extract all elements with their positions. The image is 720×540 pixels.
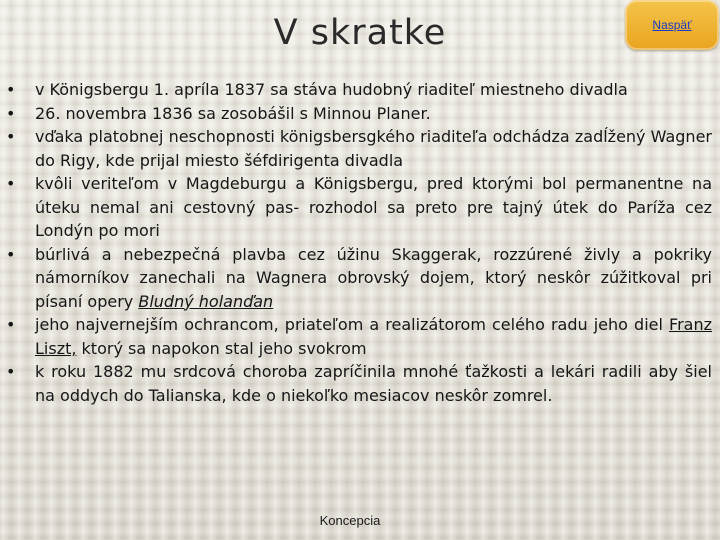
bullet-dot: • — [6, 103, 16, 123]
bullet-list — [0, 78, 712, 407]
bullet-dot: • — [6, 80, 16, 99]
list-item — [0, 125, 712, 172]
bullet-dot: • — [6, 315, 16, 334]
bullet-text: vďaka platobnej neschopnosti königsbersgkého riaditeľa odchádza zadĺžený Wagner do Rigy, kde prijal miesto šéfdirigenta divadla — [35, 127, 712, 170]
bullet-dot: • — [6, 362, 16, 381]
bullet-text-after: ktorý sa napokon stal jeho svokrom — [76, 338, 367, 358]
bullet-text: k roku 1882 mu srdcová choroba zapríčinila mnohé ťažkosti a lekári radili aby šiel na oddych do Talianska, kde o niekoľko mesiacov neskôr zomrel. — [35, 362, 712, 405]
list-item — [0, 102, 712, 126]
bullet-text: kvôli veriteľom v Magdeburgu a Königsbergu, pred ktorými bol permanentne na úteku nemal ani cestovný pas- rozhodol sa preto pre tajný útek do Paríža cez Londýn po mori — [35, 174, 712, 240]
koncepcia-link[interactable]: Koncepcia — [319, 513, 381, 528]
bullet-dot: • — [6, 127, 16, 146]
bullet-text: búrlivá a nebezpečná plavba cez úžinu Skaggerak, rozzúrené živly a pokriky námorníkov zanechali na Wagnera obrovský dojem, ktorý neskôr zúžitkoval pri písaní opery — [35, 244, 712, 311]
page-title: V skratke — [273, 13, 447, 53]
list-item — [0, 243, 712, 314]
bullet-dot: • — [6, 244, 16, 264]
list-item — [0, 360, 712, 407]
back-button-label[interactable]: Naspäť — [652, 18, 692, 32]
back-button[interactable] — [625, 0, 719, 50]
bullet-text: 26. novembra 1836 sa zosobášil s Minnou Planer. — [35, 103, 431, 123]
liszt-link[interactable]: Franz Liszt, — [35, 315, 712, 358]
bullet-text: v Königsbergu 1. apríla 1837 sa stáva hudobný riaditeľ miestneho divadla — [35, 80, 628, 99]
list-item — [0, 78, 712, 102]
list-item — [0, 313, 712, 360]
bullet-dot: • — [6, 174, 16, 193]
list-item — [0, 172, 712, 243]
opera-link[interactable]: Bludný holanďan — [138, 291, 274, 311]
bullet-text: jeho najvernejším ochrancom, priateľom a realizátorom celého radu jeho diel — [35, 315, 670, 334]
